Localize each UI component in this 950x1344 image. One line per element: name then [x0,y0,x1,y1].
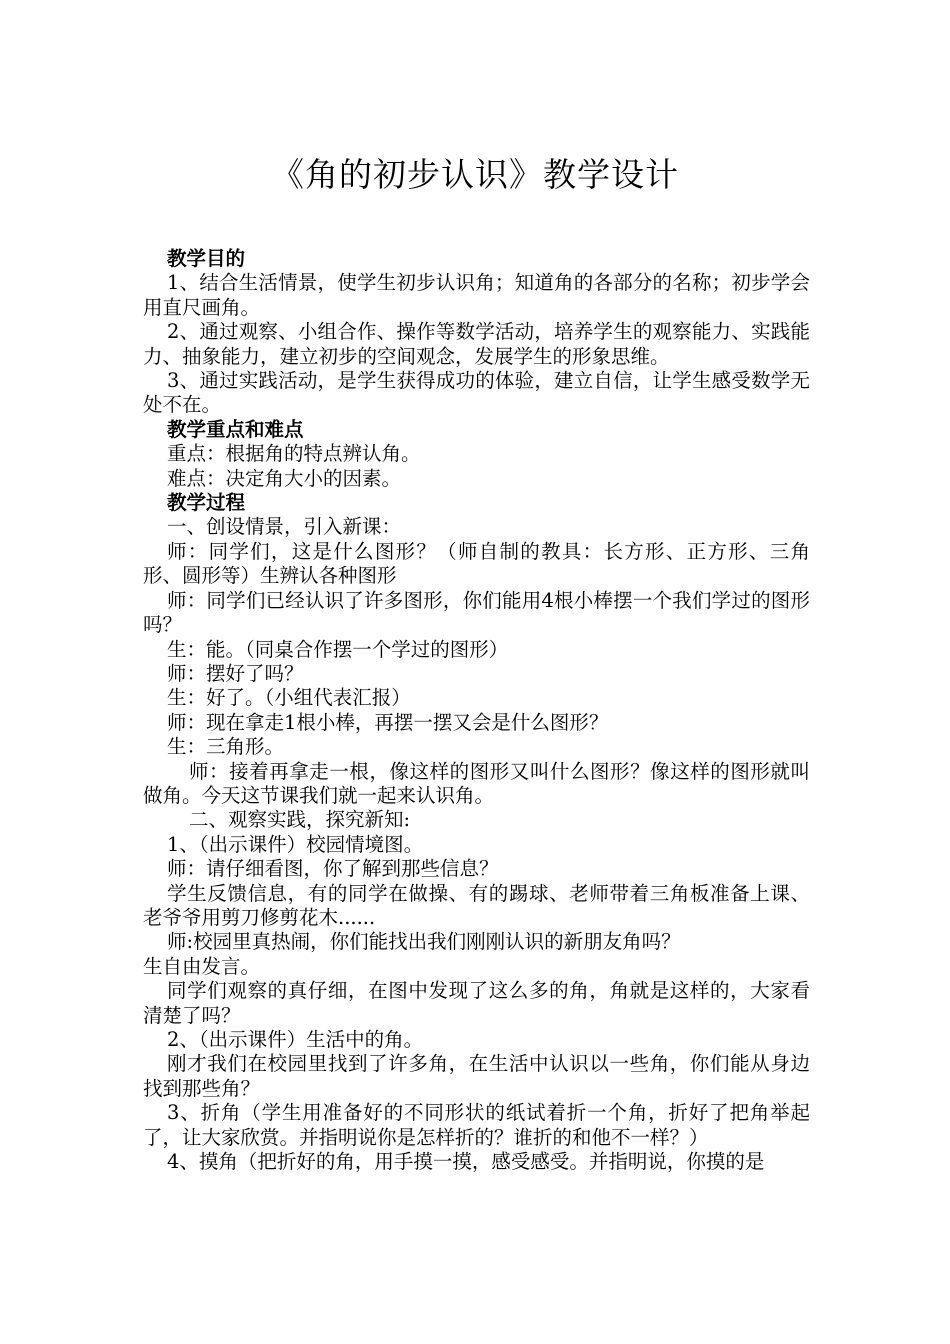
paragraph: 生：好了。（小组代表汇报） [167,686,411,710]
document-title: 《角的初步认识》教学设计 [271,155,679,194]
paragraph: 生自由发言。 [143,954,261,978]
paragraph: 3、通过实践活动，是学生获得成功的体验，建立自信，让学生感受数学无处不在。 [143,369,810,417]
paragraph: 2、（出示课件）生活中的角。 [167,1028,424,1051]
paragraph: 一、创设情景，引入新课： [167,515,402,539]
paragraph: 1、（出示课件）校园情境图。 [167,832,424,856]
paragraph: 师：同学们已经认识了许多图形，你们能用4根小棒摆一个我们学过的图形吗？ [143,588,810,637]
paragraph: 师：同学们，这是什么图形？（师自制的教具：长方形、正方形、三角形、圆形等）生辨认各种图形 [143,539,810,588]
paragraph: 3、折角（学生用准备好的不同形状的纸试着折一个角，折好了把角举起了，让大家欣赏。并指明说你是怎样折的？谁折的和他不一样？） [143,1101,810,1149]
paragraph: 师：摆好了吗？ [167,661,304,685]
paragraph: 师:校园里真热闹，你们能找出我们刚刚认识的新朋友角吗？ [167,930,681,954]
section-heading-objectives: 教学目的 [167,247,246,270]
paragraph: 同学们观察的真仔细，在图中发现了这么多的角，角就是这样的，大家看清楚了吗？ [143,979,810,1027]
paragraph: 4、摸角（把折好的角，用手摸一摸，感受感受。并指明说，你摸的是 [167,1150,765,1174]
paragraph: 师：请仔细看图，你了解到那些信息？ [167,857,499,881]
paragraph: 学生反馈信息，有的同学在做操、有的踢球、老师带着三角板准备上课、老爷爷用剪刀修剪花木...... [143,881,810,929]
paragraph: 师：接着再拿走一根，像这样的图形又叫什么图形？像这样的图形就叫做角。今天这节课我们就一起来认识角。 [143,759,810,807]
paragraph: 2、通过观察、小组合作、操作等数学活动，培养学生的观察能力、实践能力、抽象能力，建立初步的空间观念，发展学生的形象思维。 [143,320,810,368]
paragraph: 1、结合生活情景，使学生初步认识角；知道角的各部分的名称；初步学会用直尺画角。 [143,271,810,319]
section-heading-key-points: 教学重点和难点 [167,417,304,441]
paragraph: 难点：决定角大小的因素。 [167,466,402,490]
document-body [143,247,810,1174]
paragraph: 重点：根据角的特点辨认角。 [167,442,421,466]
paragraph: 生：能。（同桌合作摆一个学过的图形） [167,637,509,661]
paragraph: 师：现在拿走1根小棒，再摆一摆又会是什么图形？ [167,710,609,734]
paragraph: 二、观察实践，探究新知: [189,808,411,832]
paragraph: 刚才我们在校园里找到了许多角，在生活中认识以一些角，你们能从身边找到那些角？ [143,1052,810,1100]
paragraph: 生：三角形。 [167,735,285,759]
section-heading-process: 教学过程 [167,491,246,515]
